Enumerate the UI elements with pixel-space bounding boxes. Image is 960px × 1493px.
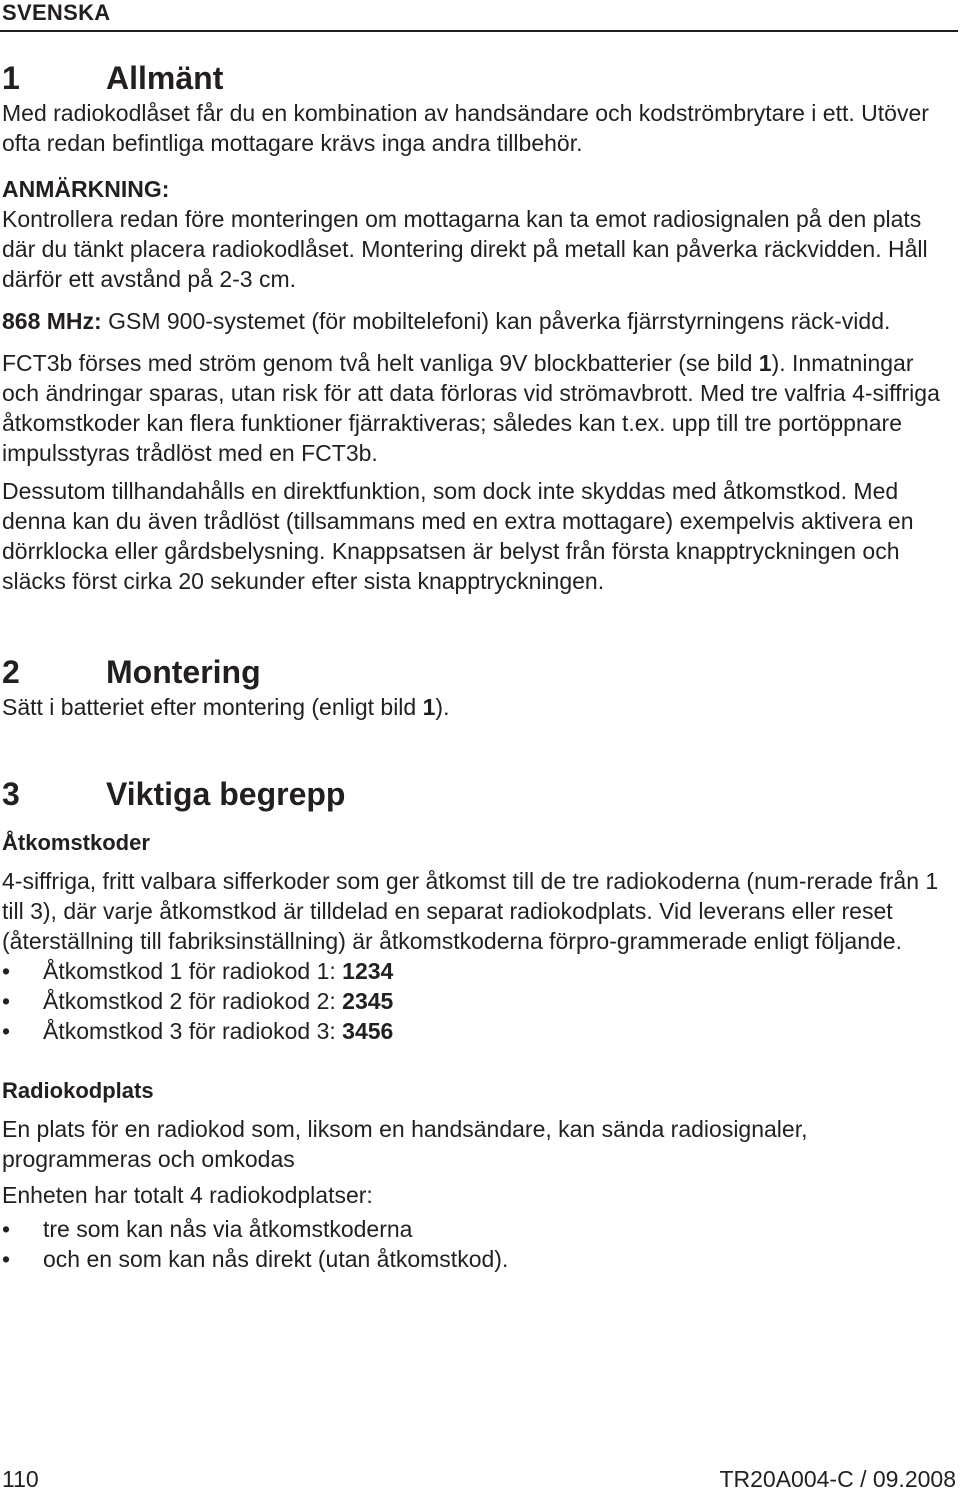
- bullet-icon: •: [2, 1018, 11, 1044]
- access-code-value: 3456: [342, 1018, 394, 1044]
- radio-code-place-paragraph: En plats för en radiokod som, liksom en handsändare, kan sända radiosignaler, programmeras och omkodas: [2, 1116, 808, 1172]
- section-3-title: Viktiga begrepp: [106, 776, 346, 812]
- bullet-icon: •: [2, 958, 11, 984]
- header-divider: [0, 30, 958, 32]
- section-2-heading: [2, 652, 947, 692]
- section-2-title: Montering: [106, 654, 261, 690]
- note-label: ANMÄRKNING:: [2, 176, 170, 202]
- section-3-heading: [2, 774, 947, 814]
- page-number: 110: [2, 1466, 39, 1492]
- radio-code-place-list: [2, 1214, 947, 1274]
- section-2-number: 2: [2, 654, 20, 690]
- bullet-icon: •: [2, 1216, 11, 1242]
- section-1-title: Allmänt: [106, 60, 224, 96]
- mounting-paragraph: Sätt i batteriet efter montering (enligt bild 1).: [2, 694, 450, 720]
- bullet-icon: •: [2, 1246, 11, 1272]
- section-1-number: 1: [2, 60, 20, 96]
- list-item: • tre som kan nås via åtkomstkoderna: [2, 1216, 413, 1242]
- list-item: • Åtkomstkod 2 för radiokod 2: 2345: [2, 988, 394, 1014]
- section-language-label: SVENSKA: [2, 0, 111, 25]
- figure-ref: 1: [422, 694, 436, 720]
- direct-function-paragraph: Dessutom tillhandahålls en direktfunktion, som dock inte skyddas med åtkomstkod. Med denna kan du även trådlöst (tillsammans med en extra mottagare) exempelvis aktivera en dörrklocka eller gårdsbelysning. Knappsatsen är belyst från första knapptryckningen och släcks först cirka 20 sekunder efter sista knapptryckningen.: [2, 478, 914, 594]
- intro-paragraph: Med radiokodlåset får du en kombination av handsändare och kodströmbrytare i ett. Utöver ofta redan befintliga mottagare krävs inga andra tillbehör.: [2, 100, 929, 156]
- mhz-label: 868 MHz:: [2, 308, 102, 334]
- note-paragraph: Kontrollera redan före monteringen om mottagarna kan ta emot radiosignalen på den plats där du tänkt placera radiokodlåset. Montering direkt på metall kan påverka räckvidden. Håll därför ett avstånd på 2-3 cm.: [2, 206, 928, 292]
- section-3-number: 3: [2, 776, 20, 812]
- figure-ref: 1: [758, 350, 772, 376]
- fct-paragraph: FCT3b förses med ström genom två helt vanliga 9V blockbatterier (se bild 1). Inmatningar och ändringar sparas, utan risk för att data förloras vid strömavbrott. Med tre valfria 4-siffriga åtkomstkoder kan flera funktioner fjärraktiveras; således kan t.ex. upp till tre portöppnare impulsstyras trådlöst med en FCT3b.: [2, 350, 940, 466]
- page-content: [2, 58, 947, 1274]
- list-item: • Åtkomstkod 1 för radiokod 1: 1234: [2, 958, 394, 984]
- document-id: TR20A004-C / 09.2008: [719, 1466, 956, 1492]
- access-code-value: 1234: [342, 958, 394, 984]
- section-1-heading: [2, 58, 947, 98]
- list-item: • och en som kan nås direkt (utan åtkomstkod).: [2, 1246, 509, 1272]
- radio-code-count-paragraph: Enheten har totalt 4 radiokodplatser:: [2, 1182, 373, 1208]
- access-codes-subheading: Åtkomstkoder: [2, 830, 150, 855]
- mhz-paragraph: 868 MHz: GSM 900-systemet (för mobiltelefoni) kan påverka fjärrstyrningens räck-vidd.: [2, 308, 891, 334]
- access-code-value: 2345: [342, 988, 394, 1014]
- bullet-icon: •: [2, 988, 11, 1014]
- radio-code-place-subheading: Radiokodplats: [2, 1078, 154, 1103]
- access-code-list: [2, 956, 947, 1046]
- list-item: • Åtkomstkod 3 för radiokod 3: 3456: [2, 1018, 394, 1044]
- access-codes-paragraph: 4-siffriga, fritt valbara sifferkoder som ger åtkomst till de tre radiokoderna (num-rerade från 1 till 3), där varje åtkomstkod är tilldelad en separat radiokodplats. Vid leverans eller reset (återställning till fabriksinställning) är åtkomstkoderna förpro-grammerade enligt följande.: [2, 868, 939, 954]
